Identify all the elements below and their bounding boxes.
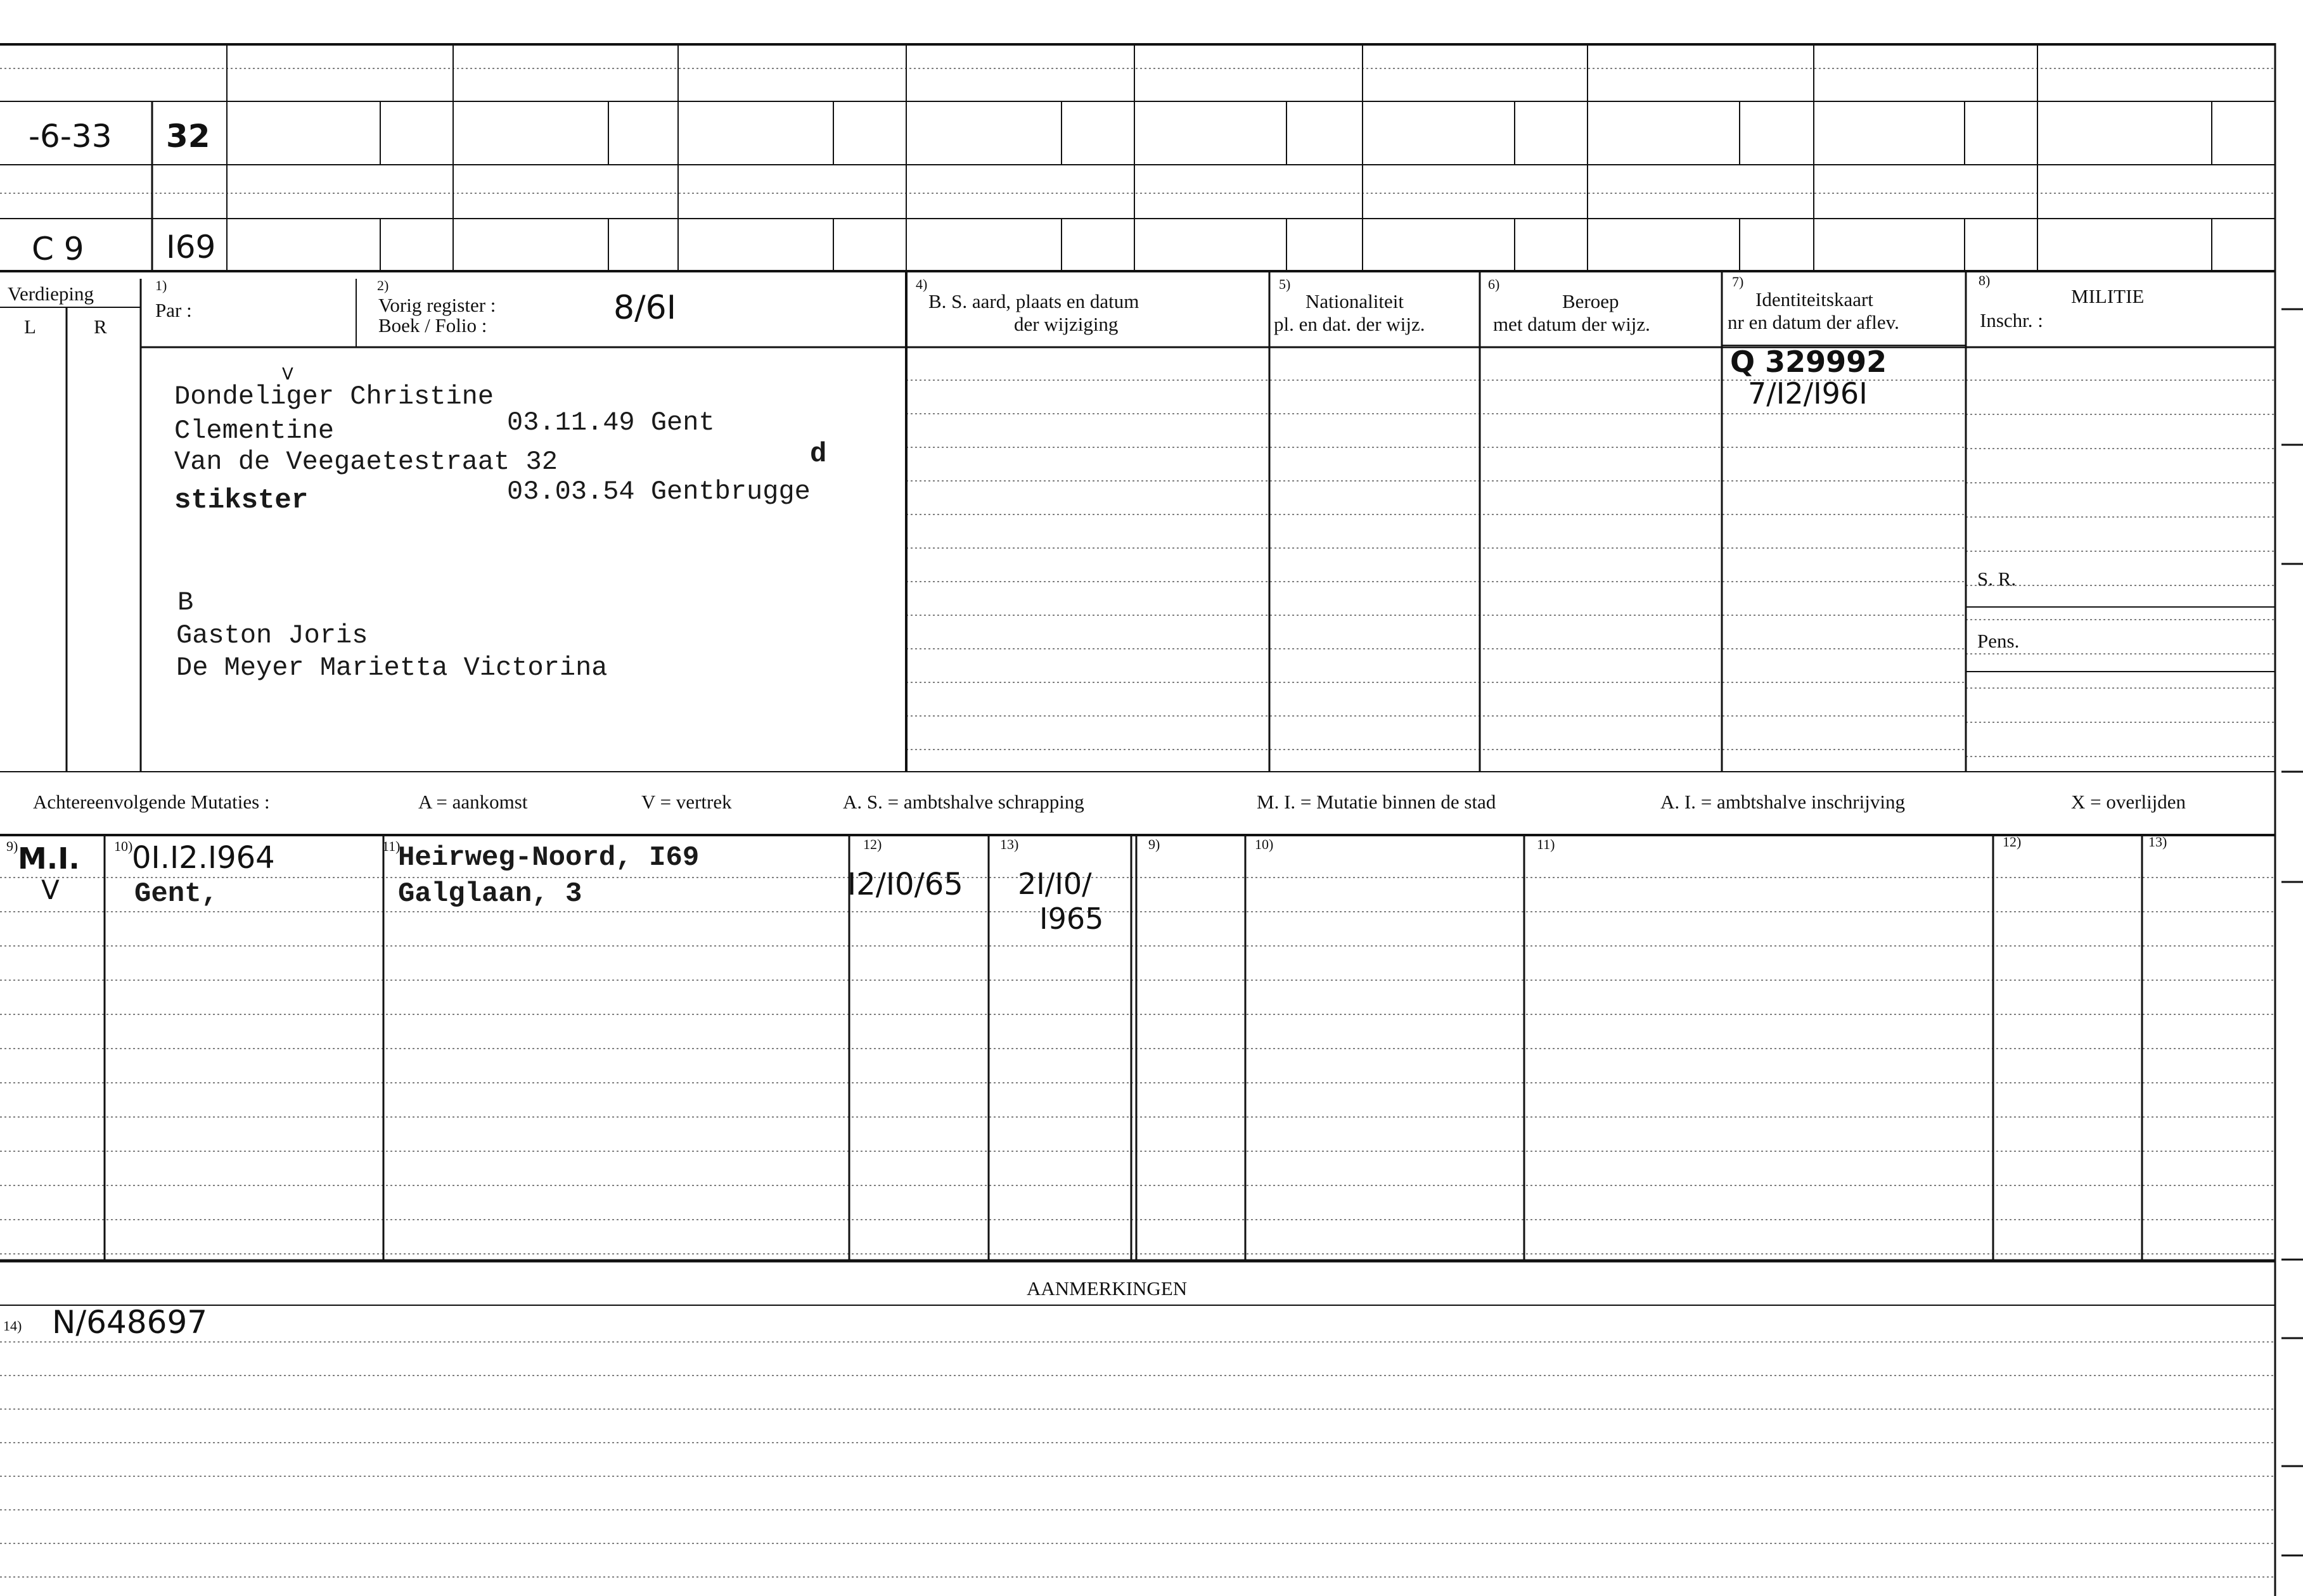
mutation-col-9: 9) — [6, 838, 18, 854]
header-number-1: 1) — [155, 278, 167, 293]
column-r-label: R — [94, 316, 107, 338]
nationaliteit-header: Nationaliteit — [1305, 290, 1404, 312]
boek-folio-label: Boek / Folio : — [378, 314, 487, 336]
mutations-legend-title: Achtereenvolgende Mutaties : — [33, 791, 270, 813]
mutation-col-10b: 10) — [1255, 836, 1274, 852]
header-number-2: 2) — [377, 278, 389, 293]
mutation-date: 0I.I2.I964 — [132, 840, 275, 876]
beroep-subheader: met datum der wijz. — [1493, 313, 1650, 335]
bs-header-line1: B. S. aard, plaats en datum — [928, 290, 1139, 312]
mutation-col-13b: 13) — [2148, 834, 2167, 850]
nationaliteit-subheader: pl. en dat. der wijz. — [1274, 313, 1425, 335]
legend-vertrek: V = vertrek — [641, 791, 732, 813]
mutation-col13-line2: I965 — [1039, 902, 1104, 936]
vorig-register-label: Vorig register : — [378, 294, 496, 316]
remarks-number: 14) — [3, 1318, 22, 1334]
mutation-col-13: 13) — [1000, 836, 1019, 852]
marker-b: B — [177, 587, 194, 618]
header-number-8: 8) — [1979, 272, 1991, 288]
sr-label: S. R. — [1977, 568, 2017, 590]
mutation-col-9b: 9) — [1148, 836, 1160, 852]
mutation-col13-line1: 2I/I0/ — [1018, 867, 1092, 901]
top-grid-code-1: -6-33 — [29, 118, 112, 155]
mutation-type-2: V — [41, 874, 60, 905]
mother-name: De Meyer Marietta Victorina — [176, 653, 608, 683]
legend-mutatie-binnen-stad: M. I. = Mutatie binnen de stad — [1257, 791, 1496, 813]
mutation-col-11: 11) — [382, 838, 401, 854]
header-number-7: 7) — [1732, 274, 1744, 290]
marker-d: d — [810, 438, 827, 470]
mutation-col-12b: 12) — [2003, 834, 2022, 850]
par-label: Par : — [155, 299, 192, 321]
name-line-2: Clementine — [174, 416, 335, 446]
father-name: Gaston Joris — [176, 620, 368, 651]
id-card-number: Q 329992 — [1730, 345, 1887, 379]
name-correction-mark: V — [282, 365, 293, 384]
mutation-street-2: Galglaan, 3 — [398, 878, 582, 910]
bs-header-line2: der wijziging — [1014, 313, 1119, 335]
beroep-header: Beroep — [1562, 290, 1619, 312]
id-card-date: 7/I2/I96I — [1748, 376, 1868, 411]
address: Van de Veegaetestraat 32 — [174, 447, 558, 477]
aanmerkingen-header: AANMERKINGEN — [1027, 1277, 1188, 1299]
vorig-register-value: 8/6I — [613, 289, 677, 327]
mutation-col12-value: I2/I0/65 — [847, 867, 963, 902]
header-number-5: 5) — [1279, 276, 1291, 292]
inschr-label: Inschr. : — [1980, 309, 2043, 331]
mutation-street-1: Heirweg-Noord, I69 — [398, 842, 700, 874]
mutation-type: M.I. — [18, 841, 80, 876]
mutation-col-11b: 11) — [1537, 836, 1555, 852]
legend-ambtshalve-inschrijving: A. I. = ambtshalve inschrijving — [1660, 791, 1905, 813]
second-date-place: 03.03.54 Gentbrugge — [507, 476, 811, 507]
legend-overlijden: X = overlijden — [2071, 791, 2186, 813]
mutation-col-10: 10) — [114, 838, 133, 854]
identiteitskaart-subheader: nr en datum der aflev. — [1728, 311, 1899, 333]
birth-date-place: 03.11.49 Gent — [507, 407, 715, 438]
occupation: stikster — [174, 485, 309, 516]
top-grid-code-2: C 9 — [32, 231, 84, 267]
legend-aankomst: A = aankomst — [418, 791, 528, 813]
column-l-label: L — [24, 316, 36, 338]
top-grid-number-2: I69 — [166, 229, 216, 265]
mutation-place: Gent, — [134, 878, 219, 910]
verdieping-label: Verdieping — [8, 283, 94, 305]
pens-label: Pens. — [1977, 630, 2020, 652]
militie-header: MILITIE — [2071, 285, 2145, 307]
header-number-6: 6) — [1488, 276, 1500, 292]
legend-ambtshalve-schrapping: A. S. = ambtshalve schrapping — [843, 791, 1084, 813]
top-grid-number-1: 32 — [166, 118, 210, 155]
identiteitskaart-header: Identiteitskaart — [1755, 288, 1873, 310]
name-line-1: Dondeliger Christine — [174, 381, 494, 412]
mutation-col-12: 12) — [863, 836, 882, 852]
header-number-4: 4) — [916, 276, 928, 292]
remarks-text: N/648697 — [52, 1304, 208, 1341]
